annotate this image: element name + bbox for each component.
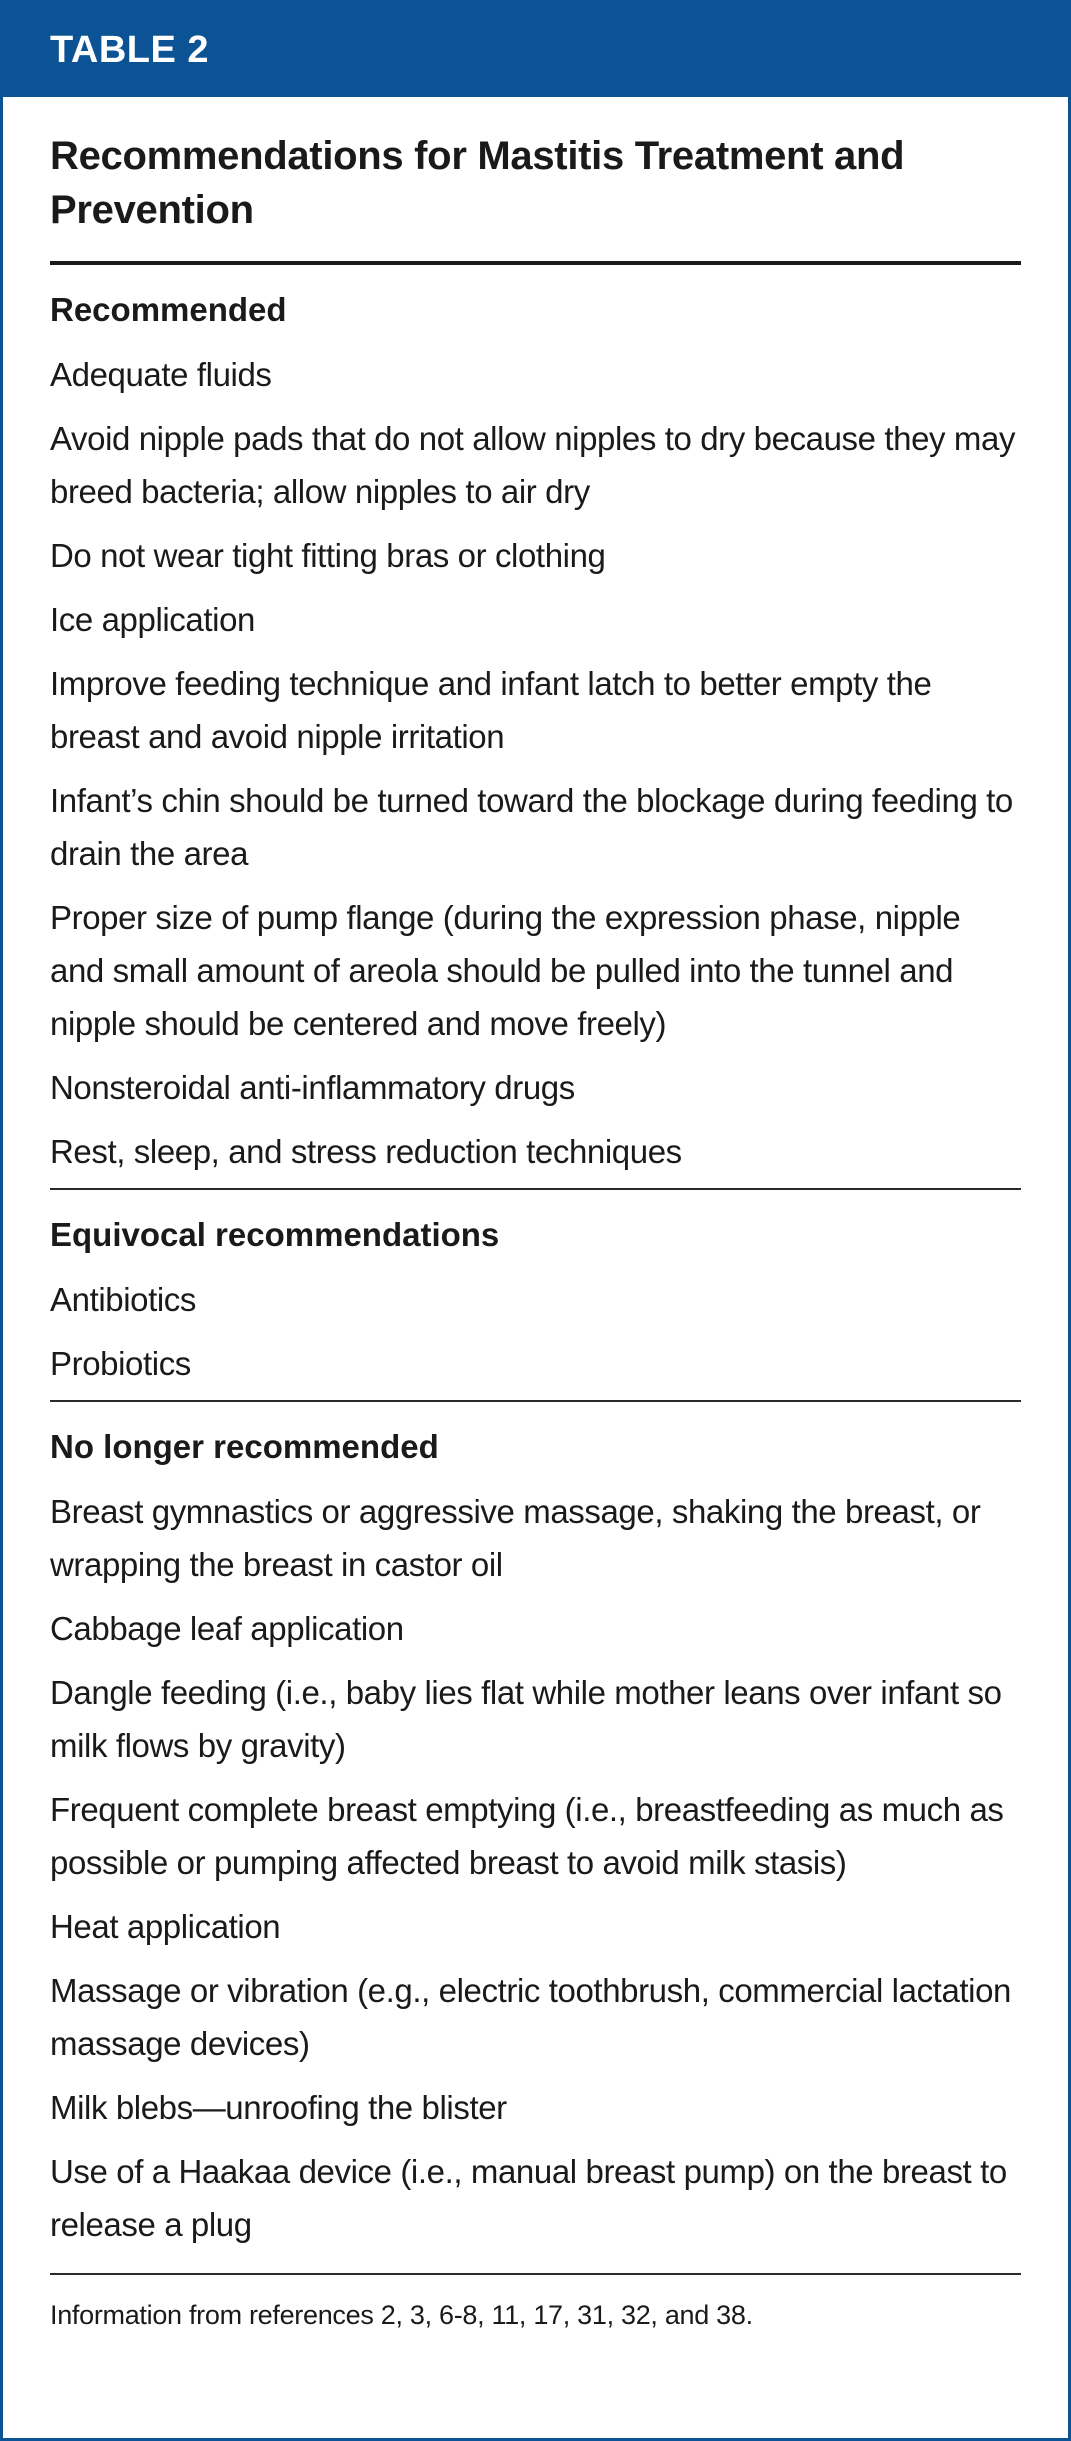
section-divider xyxy=(50,1400,1021,1402)
list-item: Milk blebs—unroofing the blister xyxy=(50,2089,507,2126)
section-heading: Equivocal recommendations xyxy=(50,1216,500,1253)
list-item: Use of a Haakaa device (i.e., manual breast pump) on the breast to release a plug xyxy=(50,2153,1007,2243)
title-divider xyxy=(50,261,1021,265)
list-item: Proper size of pump flange (during the expression phase, nipple and small amount of areola should be pulled into the tunnel and nipple should be centered and move freely) xyxy=(50,899,961,1042)
table-content xyxy=(3,129,1068,2335)
table-header-bar xyxy=(3,3,1068,97)
list-item: Do not wear tight fitting bras or clothing xyxy=(50,537,606,574)
list-item: Improve feeding technique and infant latch to better empty the breast and avoid nipple irritation xyxy=(50,665,932,755)
list-item: Massage or vibration (e.g., electric toothbrush, commercial lactation massage devices) xyxy=(50,1972,1011,2062)
list-item: Avoid nipple pads that do not allow nipples to dry because they may breed bacteria; allow nipples to air dry xyxy=(50,420,1016,510)
list-item: Antibiotics xyxy=(50,1281,197,1318)
footer-divider xyxy=(50,2273,1021,2275)
list-item: Probiotics xyxy=(50,1345,191,1382)
list-item: Heat application xyxy=(50,1908,281,1945)
section-no-longer-recommended xyxy=(50,1420,1021,2251)
list-item: Infant’s chin should be turned toward the blockage during feeding to drain the area xyxy=(50,782,1013,872)
list-item: Cabbage leaf application xyxy=(50,1610,404,1647)
section-equivocal xyxy=(50,1208,1021,1390)
list-item: Frequent complete breast emptying (i.e., breastfeeding as much as possible or pumping affected breast to avoid milk stasis) xyxy=(50,1791,1004,1881)
list-item: Breast gymnastics or aggressive massage, shaking the breast, or wrapping the breast in castor oil xyxy=(50,1493,981,1583)
table-number-label: TABLE 2 xyxy=(50,28,210,71)
section-heading: Recommended xyxy=(50,291,287,328)
list-item: Nonsteroidal anti-inflammatory drugs xyxy=(50,1069,575,1106)
table-footnote: Information from references 2, 3, 6-8, 11, 17, 31, 32, and 38. xyxy=(50,2300,753,2330)
list-item: Adequate fluids xyxy=(50,356,272,393)
list-item: Rest, sleep, and stress reduction techniques xyxy=(50,1133,682,1170)
section-divider xyxy=(50,1188,1021,1190)
list-item: Ice application xyxy=(50,601,255,638)
section-recommended xyxy=(50,283,1021,1178)
list-item: Dangle feeding (i.e., baby lies flat while mother leans over infant so milk flows by gravity) xyxy=(50,1674,1002,1764)
table-title: Recommendations for Mastitis Treatment and Prevention xyxy=(50,134,905,232)
section-heading: No longer recommended xyxy=(50,1428,439,1465)
